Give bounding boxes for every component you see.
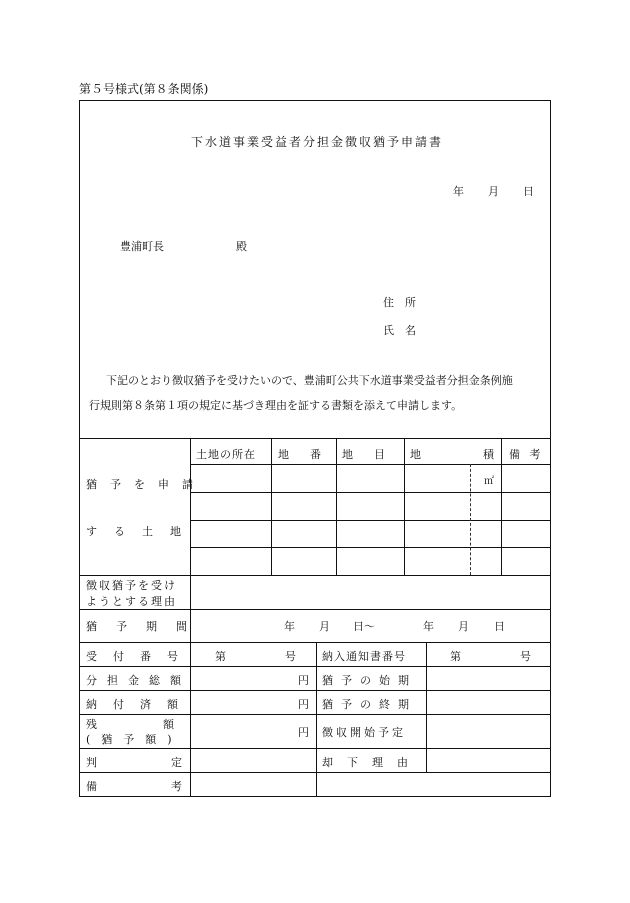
applicant-name-label: 氏 名 [383,324,416,337]
remaining-amount-sub-label: (猶予額) [86,733,183,746]
body-text-line-1: 下記のとおり徴収猶予を受けたいので、豊浦町公共下水道事業受益者分担金条例施 [106,374,513,387]
form-number-label: 第５号様式(第８条関係) [79,82,209,96]
date-month-label: 月 [488,185,499,198]
header-remarks: 備 考 [509,448,544,461]
receipt-number-prefix: 第 [215,650,226,663]
area-unit: ㎡ [484,476,494,487]
deferral-start-label: 猶予の始期 [322,674,417,687]
form-title: 下水道事業受益者分担金徴収猶予申請書 [191,135,444,149]
receipt-number-label: 受付番号 [86,650,194,663]
land-row-label-1 [86,476,206,492]
date-year-label: 年 [453,185,464,198]
application-form [79,100,551,797]
notice-number-suffix: 号 [520,650,531,663]
applicant-address-label: 住 所 [383,296,416,309]
body-text-line-2: 行規則第８条第１項の規定に基づき理由を証する書類を添えて申請します。 [89,399,463,412]
header-lot-number: 地 番 [278,448,326,461]
notice-number-label: 納入通知書番号 [322,650,406,663]
period-start-year: 年 [284,620,295,633]
receipt-number-suffix: 号 [285,650,296,663]
header-area-right: 積 [483,448,494,461]
total-amount-label: 分担金総額 [86,674,191,687]
reason-label-line-2: ようとする理由 [86,595,177,608]
period-start-day: 日～ [353,620,375,633]
remarks-label: 備考 [86,780,256,793]
date-day-label: 日 [523,185,534,198]
period-end-month: 月 [458,620,469,633]
paid-amount-yen: 円 [298,698,309,711]
deferral-end-label: 猶予の終期 [322,698,417,711]
judgment-label: 判定 [86,756,256,769]
header-location: 土地の所在 [196,448,256,461]
period-label: 猶予期間 [86,620,206,633]
header-land-category: 地 目 [342,448,390,461]
reason-label-line-1: 徴収猶予を受け [86,579,177,592]
remaining-amount-label-text: 残額 [86,718,240,731]
remaining-amount-yen: 円 [298,726,309,739]
notice-number-prefix: 第 [450,650,461,663]
rejection-reason-label: 却下理由 [322,756,422,769]
land-row-label-2 [86,523,198,539]
header-area-left: 地 [410,448,421,461]
land-row-label-2-text: する土地 [86,525,198,538]
period-end-year: 年 [423,620,434,633]
land-row-label-1-text: 猶予を申請 [86,478,206,491]
paid-amount-label: 納付済額 [86,698,194,711]
addressee-name: 豊浦町長 [120,240,164,253]
collection-start-label: 徴収開始予定 [322,726,406,739]
period-end-day: 日 [494,620,505,633]
period-start-month: 月 [319,620,330,633]
remaining-amount-label [86,716,240,732]
total-amount-yen: 円 [298,674,309,687]
addressee-honorific: 殿 [236,240,247,253]
